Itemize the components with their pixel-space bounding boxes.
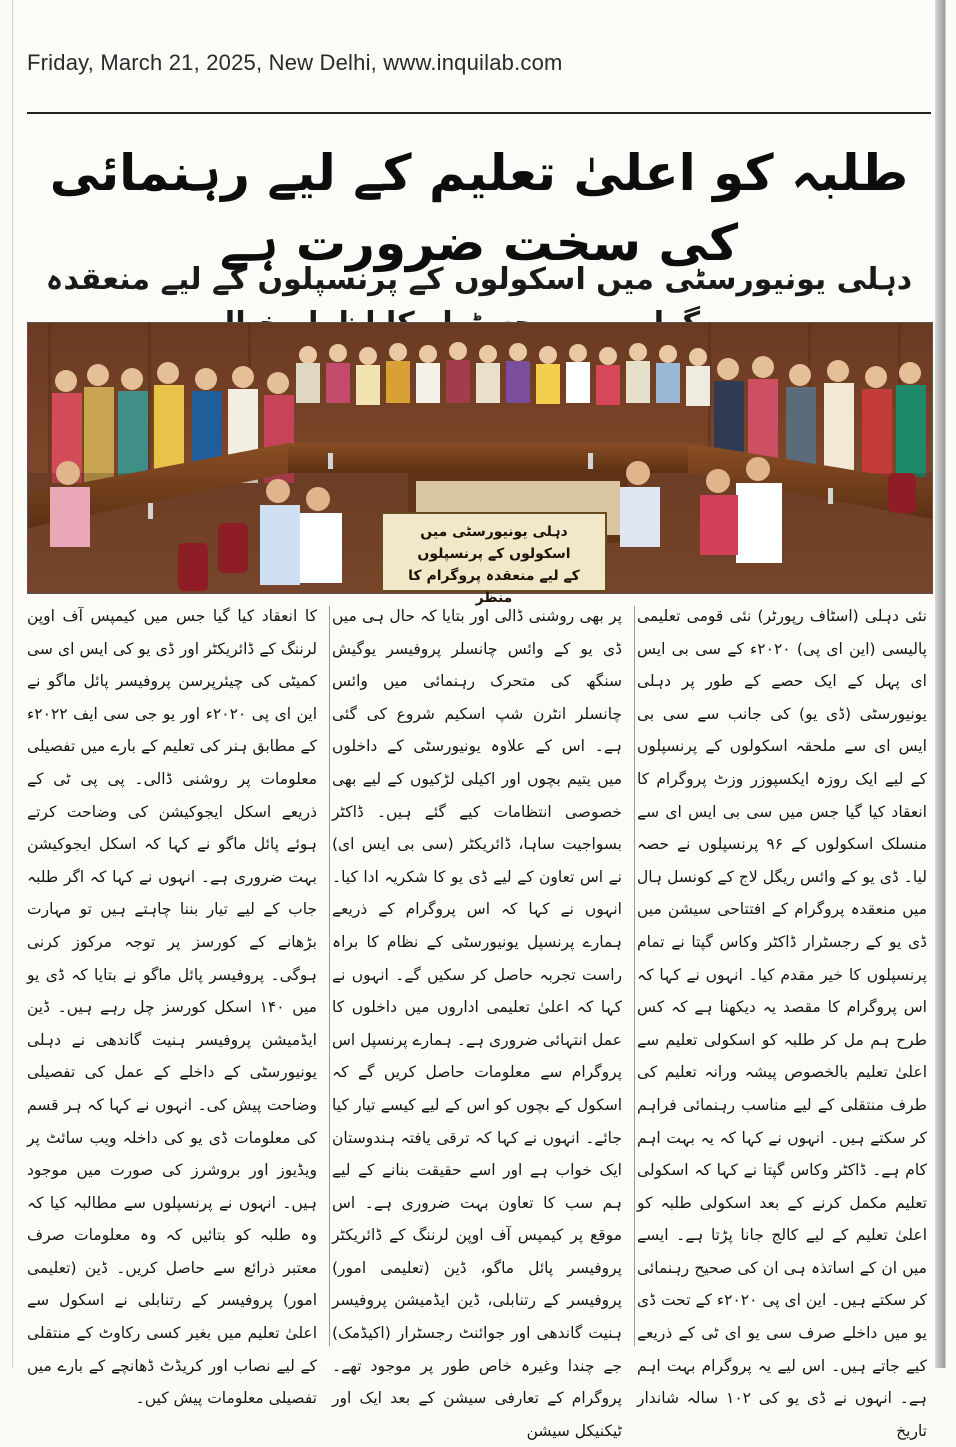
photo-caption-line-2: کے لیے منعقدہ پروگرام کا منظر [408,568,580,606]
column-divider [634,606,635,1346]
photo-caption-line-1: دہلی یونیورسٹی میں اسکولوں کے پرنسپلوں [417,524,571,562]
headline: طلبہ کو اعلیٰ تعلیم کے لیے رہنمائی کی سخت ضرورت ہے [49,144,909,272]
article-column-3: کا انعقاد کیا گیا جس میں کیمپس آف اوپن لرننگ کے ڈائریکٹر اور ڈی یو کی ایس ای سی کمیٹی کی چیئرپرسن پروفیسر پائل ماگو نے این ای پی ۲۰۲۰ء اور یو جی سی ایف ۲۰۲۲ء کے مطابق ہنر کی تعلیم کے بارے میں تفصیلی معلومات پر روشنی ڈالی۔ پی پی ٹی کے ذریعے اسکل ایجوکیشن کی وضاحت کرتے ہوئے پائل ماگو نے کہا کہ اسکل ایجوکیشن بہت ضروری ہے۔ انہوں نے کہا کہ اگر طلبہ جاب کے لیے تیار بننا چاہتے ہیں تو مہارت بڑھانے کے کورسز پر توجہ مرکوز کرنی ہوگی۔ پروفیسر پائل ماگو نے بتایا کہ ڈی یو میں ۱۴۰ اسکل کورسز چل رہے ہیں۔ ڈین ایڈمیشن پروفیسر ہنیت گاندھی نے دہلی یونیورسٹی کے داخلے کے عمل کی تفصیلی وضاحت پیش کی۔ انہوں نے کہا کہ ہر قسم کی معلومات ڈی یو کی داخلہ ویب سائٹ پر ویڈیوز اور بروشرز کی صورت میں موجود ہیں۔ انہوں نے پرنسپلوں سے مطالبہ کیا کہ وہ طلبہ کو بتائیں کہ وہ معلومات صرف معتبر ذرائع سے حاصل کریں۔ ڈین (تعلیمی امور) پروفیسر کے رتنابلی نے اسکول سے اعلیٰ تعلیم میں بغیر کسی رکاوٹ کے منتقلی کے لیے نصاب اور کریڈٹ ڈھانچے کے بارے میں تفصیلی معلومات پیش کیں۔ [27,607,317,1408]
dateline: Friday, March 21, 2025, New Delhi, www.inquilab.com [27,50,563,75]
article-column-2: پر بھی روشنی ڈالی اور بتایا کہ حال ہی میں ڈی یو کے وائس چانسلر پروفیسر یوگیش سنگھ کی متحرک رہنمائی میں وائس چانسلر انٹرن شپ اسکیم شروع کی گئی ہے۔ اس کے علاوہ یونیورسٹی کے داخلوں میں یتیم بچوں اور اکیلی لڑکیوں کے لیے بھی خصوصی انتظامات کیے گئے ہیں۔ ڈاکٹر بسواجیت ساہا، ڈائریکٹر (سی بی ایس ای) نے اس تعاون کے لیے ڈی یو کا شکریہ ادا کیا۔ انہوں نے کہا کہ اس پروگرام کے ذریعے ہمارے پرنسپل یونیورسٹی کے نظام کا براہ راست تجربہ حاصل کر سکیں گے۔ انہوں نے کہا کہ اعلیٰ تعلیمی اداروں میں داخلوں کا عمل انتہائی ضروری ہے۔ ہمارے پرنسپل اس پروگرام سے معلومات حاصل کریں گے کہ اسکول کے بچوں کو اس کے لیے کیسے تیار کیا جائے۔ انہوں نے کہا کہ ترقی یافتہ ہندوستان ایک خواب ہے اور اسے حقیقت بنانے کے لیے ہم سب کا تعاون بہت ضروری ہے۔ اس موقع پر کیمپس آف اوپن لرننگ کے ڈائریکٹر پروفیسر پائل ماگو، ڈین (تعلیمی امور) پروفیسر کے رتنابلی، ڈین ایڈمیشن پروفیسر ہنیت گاندھی اور جوائنٹ رجسٹرار (اکیڈمک) جے چندا وغیرہ خاص طور پر موجود تھے۔ پروگرام کے تعارفی سیشن کے بعد ایک اور ٹیکنیکل سیشن [332,607,622,1440]
column-divider [329,606,330,1346]
article-body [27,600,931,1440]
subheadline: دہلی یونیورسٹی میں اسکولوں کے پرنسپلوں کے لیے منعقدہ [45,262,913,297]
header-rule [27,112,931,114]
article-column-1: نئی دہلی (اسٹاف رپورٹر) نئی قومی تعلیمی پالیسی (این ای پی) ۲۰۲۰ء کے سی بی ایس ای پہل کے ایک حصے کے طور پر دہلی یونیورسٹی (ڈی یو) کی جانب سے سی بی ایس ای سے ملحقہ اسکولوں کے پرنسپلوں کے لیے ایک روزہ ایکسپوزر وزٹ پروگرام کا انعقاد کیا گیا جس میں سی بی ایس ای سے منسلک اسکولوں کے ۹۶ پرنسپلوں نے حصہ لیا۔ ڈی یو کے وائس ریگل لاج کے کونسل ہال میں منعقدہ پروگرام کے افتتاحی سیشن میں ڈی یو کے رجسٹرار ڈاکٹر وکاس گپتا نے تمام پرنسپلوں کا خیر مقدم کیا۔ انہوں نے کہا کہ اس پروگرام کا مقصد یہ دیکھنا ہے کہ کس طرح ہم مل کر طلبہ کو اسکولی تعلیم سے اعلیٰ تعلیم بالخصوص پیشہ ورانہ تعلیم کی طرف منتقلی کے لیے مناسب رہنمائی فراہم کر سکتے ہیں۔ انہوں نے کہا کہ یہ بہت اہم کام ہے۔ ڈاکٹر وکاس گپتا نے کہا کہ اسکولی تعلیم مکمل کرنے کے بعد اسکولی طلبہ کو اعلیٰ تعلیم کے لیے کالج جانا پڑتا ہے۔ ایسے میں ان کے اساتذہ ہی ان کی صحیح رہنمائی کر سکتے ہیں۔ این ای پی ۲۰۲۰ء کے تحت ڈی یو میں داخلے صرف سی یو ای ٹی کے ذریعے کیے جاتے ہیں۔ اس لیے یہ پروگرام بہت اہم ہے۔ انہوں نے ڈی یو کی ۱۰۲ سالہ شاندار تاریخ [637,607,928,1440]
photo-caption [381,512,607,606]
page-edge [935,0,945,1368]
newspaper-page [12,0,946,1440]
